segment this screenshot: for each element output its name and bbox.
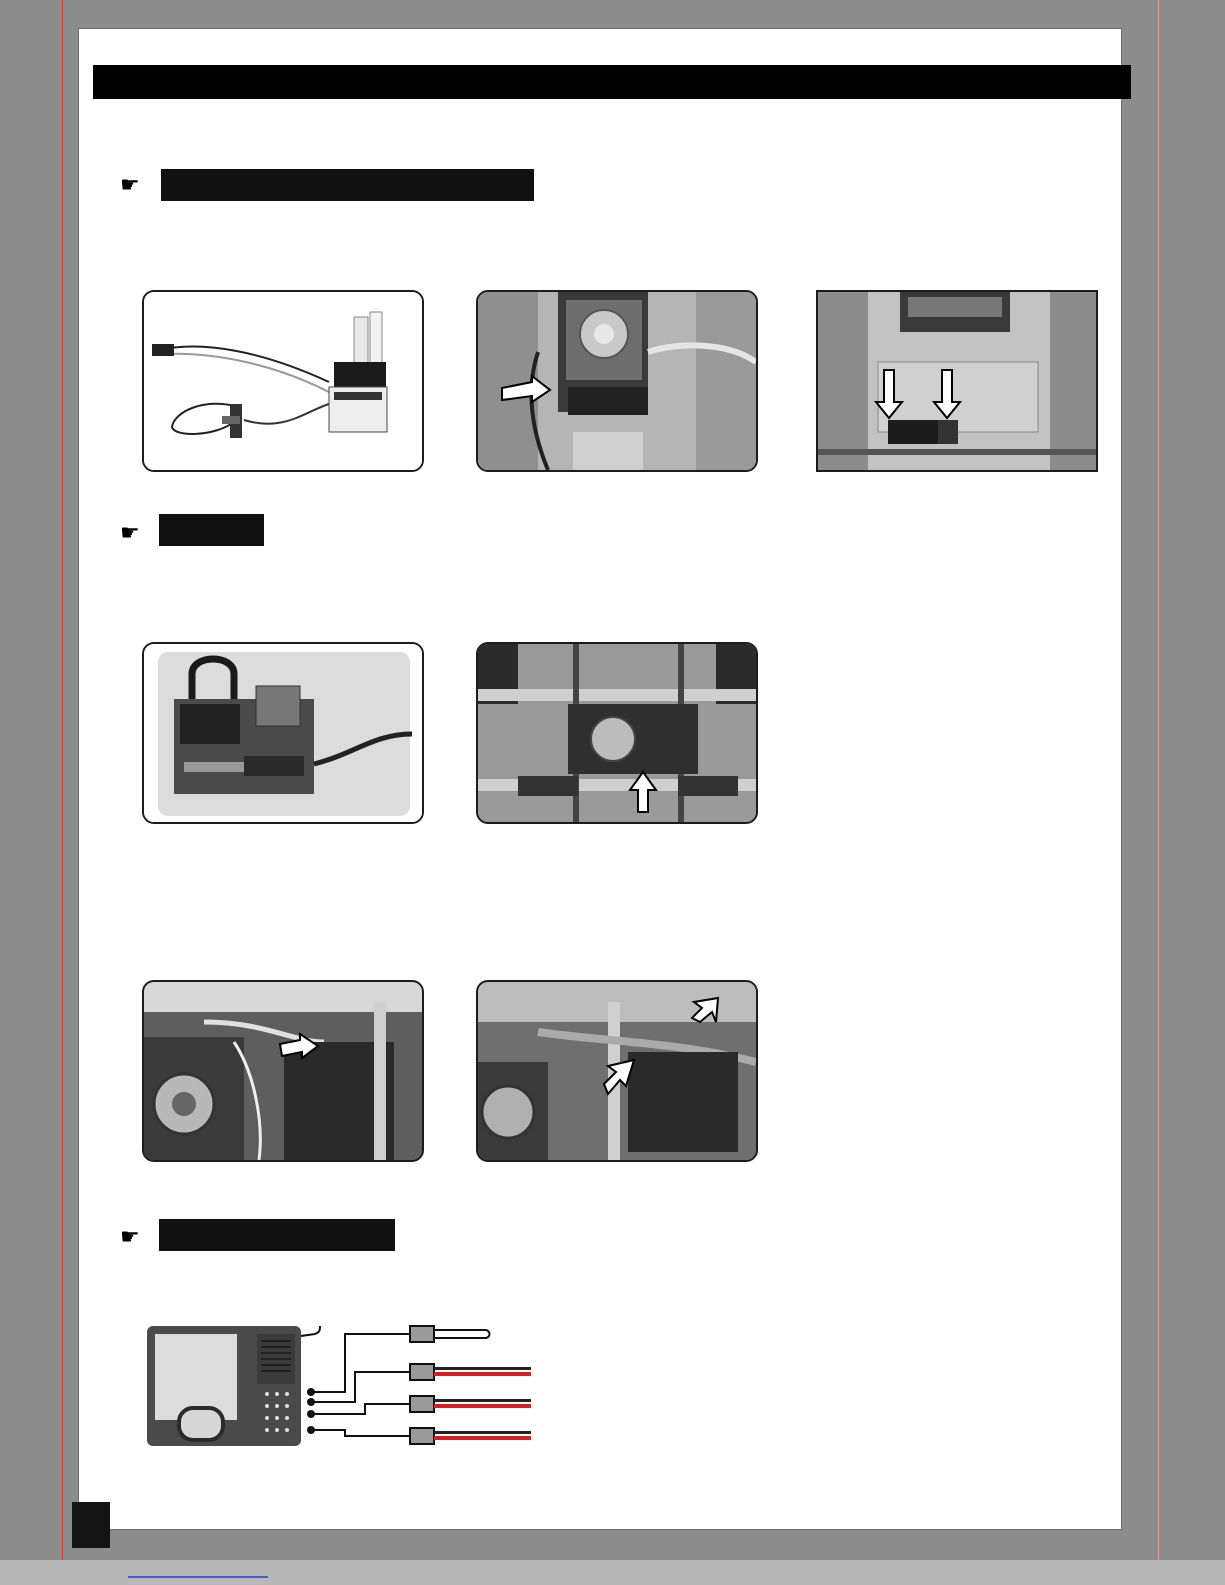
motor-wiring-photo	[142, 980, 424, 1162]
section-3-heading-bar	[159, 1219, 395, 1251]
esc-photo	[142, 290, 424, 472]
section-2-heading-bar	[159, 514, 264, 546]
battery-tray-photo	[816, 290, 1098, 472]
page-number-tab	[72, 1502, 110, 1548]
receiver-wiring-diagram	[145, 1322, 535, 1450]
pointing-hand-icon: ☛	[120, 1225, 140, 1250]
bottom-margin-strip	[0, 1560, 1225, 1585]
pointing-hand-icon: ☛	[120, 521, 140, 546]
chassis-motor-photo	[476, 290, 758, 472]
right-margin-rule	[1158, 0, 1159, 1585]
footer-link-underline	[128, 1576, 268, 1578]
page-title-bar	[93, 65, 1131, 99]
section-1-heading-bar	[161, 169, 534, 201]
motor-mount-photo	[476, 980, 758, 1162]
chassis-top-photo	[476, 642, 758, 824]
pointing-hand-icon: ☛	[120, 173, 140, 198]
left-margin-rule	[62, 0, 63, 1585]
receiver-photo	[142, 642, 424, 824]
